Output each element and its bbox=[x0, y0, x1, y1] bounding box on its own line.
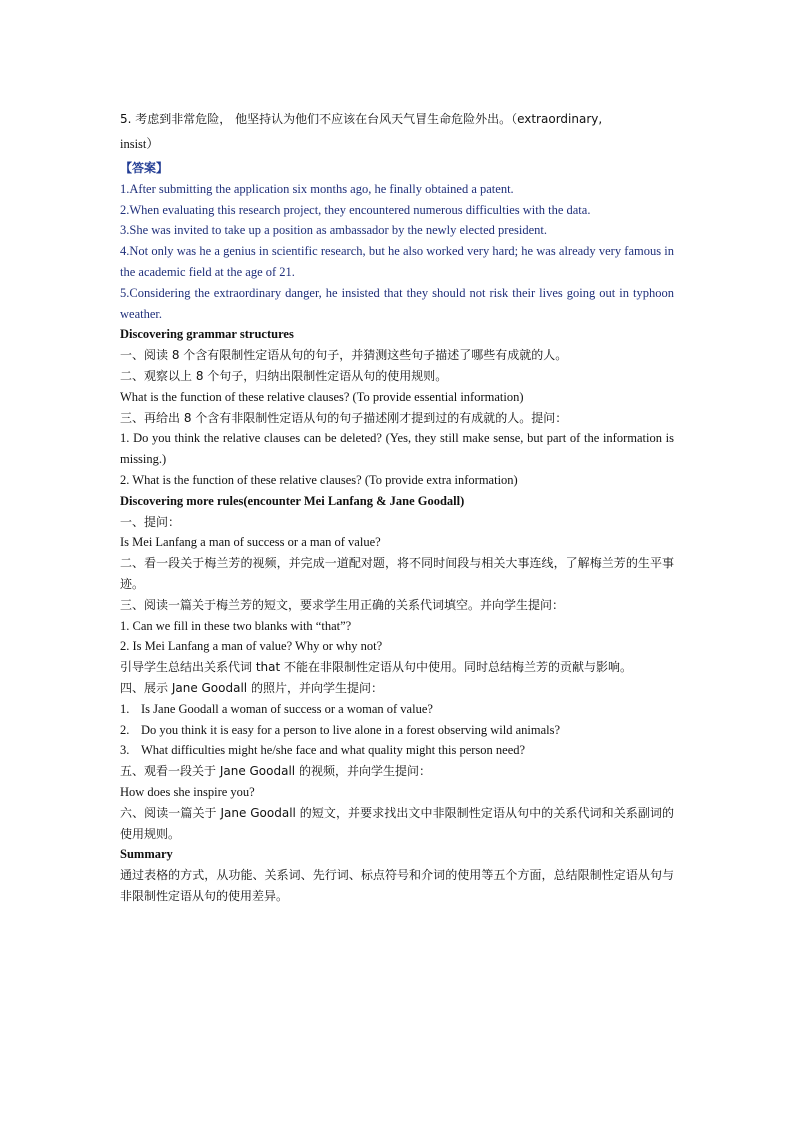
rules-question-mei: Is Mei Lanfang a man of success or a man of value? bbox=[120, 535, 381, 550]
rules-question-3-2: 2. Is Mei Lanfang a man of value? Why or why not? bbox=[120, 639, 383, 654]
rules-step-4: 四、展示 Jane Goodall 的照片，并向学生提问： bbox=[120, 680, 383, 695]
grammar-question-2: 2. What is the function of these relative clauses? (To provide extra information) bbox=[120, 472, 518, 487]
answer-item-4: 4.Not only was he a genius in scientific research, but he also worked very hard; he was already very famous in the academic field at the age of 21. bbox=[120, 244, 674, 279]
answer-item-1: 1.After submitting the application six months ago, he finally obtained a patent. bbox=[120, 181, 514, 196]
grammar-step-1: 一、阅读 8 个含有限制性定语从句的句子，并猜测这些句子描述了哪些有成就的人。 bbox=[120, 348, 568, 363]
rules-step-5: 五、观看一段关于 Jane Goodall 的视频，并向学生提问： bbox=[120, 764, 431, 779]
section-heading-rules: Discovering more rules(encounter Mei Lanfang & Jane Goodall) bbox=[120, 493, 465, 508]
answer-item-3: 3.She was invited to take up a position as ambassador by the newly elected president. bbox=[120, 223, 547, 238]
rules-question-5: How does she inspire you? bbox=[120, 784, 255, 799]
rules-step-3: 三、阅读一篇关于梅兰芳的短文，要求学生用正确的关系代词填空。并向学生提问： bbox=[120, 597, 565, 612]
answer-item-2: 2.When evaluating this research project, they encountered numerous difficulties with the data. bbox=[120, 202, 591, 217]
grammar-question-function: What is the function of these relative clauses? (To provide essential information) bbox=[120, 389, 524, 404]
list-item: 3. What difficulties might he/she face and what quality might this person need? bbox=[120, 743, 526, 758]
translation-task-5: 5. 考虑到非常危险， 他坚持认为他们不应该在台风天气冒生命危险外出。（extraordinary, bbox=[120, 112, 603, 126]
section-heading-summary: Summary bbox=[120, 847, 173, 862]
list-item: 1. Is Jane Goodall a woman of success or a woman of value? bbox=[120, 701, 433, 716]
grammar-step-2: 二、观察以上 8 个句子，归纳出限制性定语从句的使用规则。 bbox=[120, 368, 448, 383]
summary-text: 通过表格的方式，从功能、关系词、先行词、标点符号和介词的使用等五个方面，总结限制性定语从句与非限制性定语从句的使用差异。 bbox=[120, 868, 674, 903]
grammar-step-3: 三、再给出 8 个含有非限制性定语从句的句子描述刚才提到过的有成就的人。提问： bbox=[120, 410, 568, 425]
answer-heading: 【答案】 bbox=[120, 161, 169, 175]
rules-step-6: 六、阅读一篇关于 Jane Goodall 的短文，并要求找出文中非限制性定语从句中的关系代词和关系副词的使用规则。 bbox=[120, 805, 674, 841]
list-item: 2. Do you think it is easy for a person to live alone in a forest observing wild animals? bbox=[120, 722, 561, 737]
rules-step-2: 二、看一段关于梅兰芳的视频，并完成一道配对题，将不同时间段与相关大事连线，了解梅兰芳的生平事迹。 bbox=[120, 556, 674, 591]
document-page bbox=[120, 102, 674, 907]
section-heading-grammar: Discovering grammar structures bbox=[120, 327, 294, 342]
grammar-question-1: 1. Do you think the relative clauses can be deleted? (Yes, they still make sense, but part of the information is missing.) bbox=[120, 431, 674, 467]
rules-guide: 引导学生总结出关系代词 that 不能在非限制性定语从句中使用。同时总结梅兰芳的贡献与影响。 bbox=[120, 660, 633, 675]
translation-task-5-continued: insist） bbox=[120, 137, 159, 151]
rules-step-1: 一、提问： bbox=[120, 514, 181, 529]
rules-question-3-1: 1. Can we fill in these two blanks with “that”? bbox=[120, 618, 352, 633]
answer-item-5: 5.Considering the extraordinary danger, he insisted that they should not risk their lives going out in typhoon weather. bbox=[120, 285, 674, 321]
